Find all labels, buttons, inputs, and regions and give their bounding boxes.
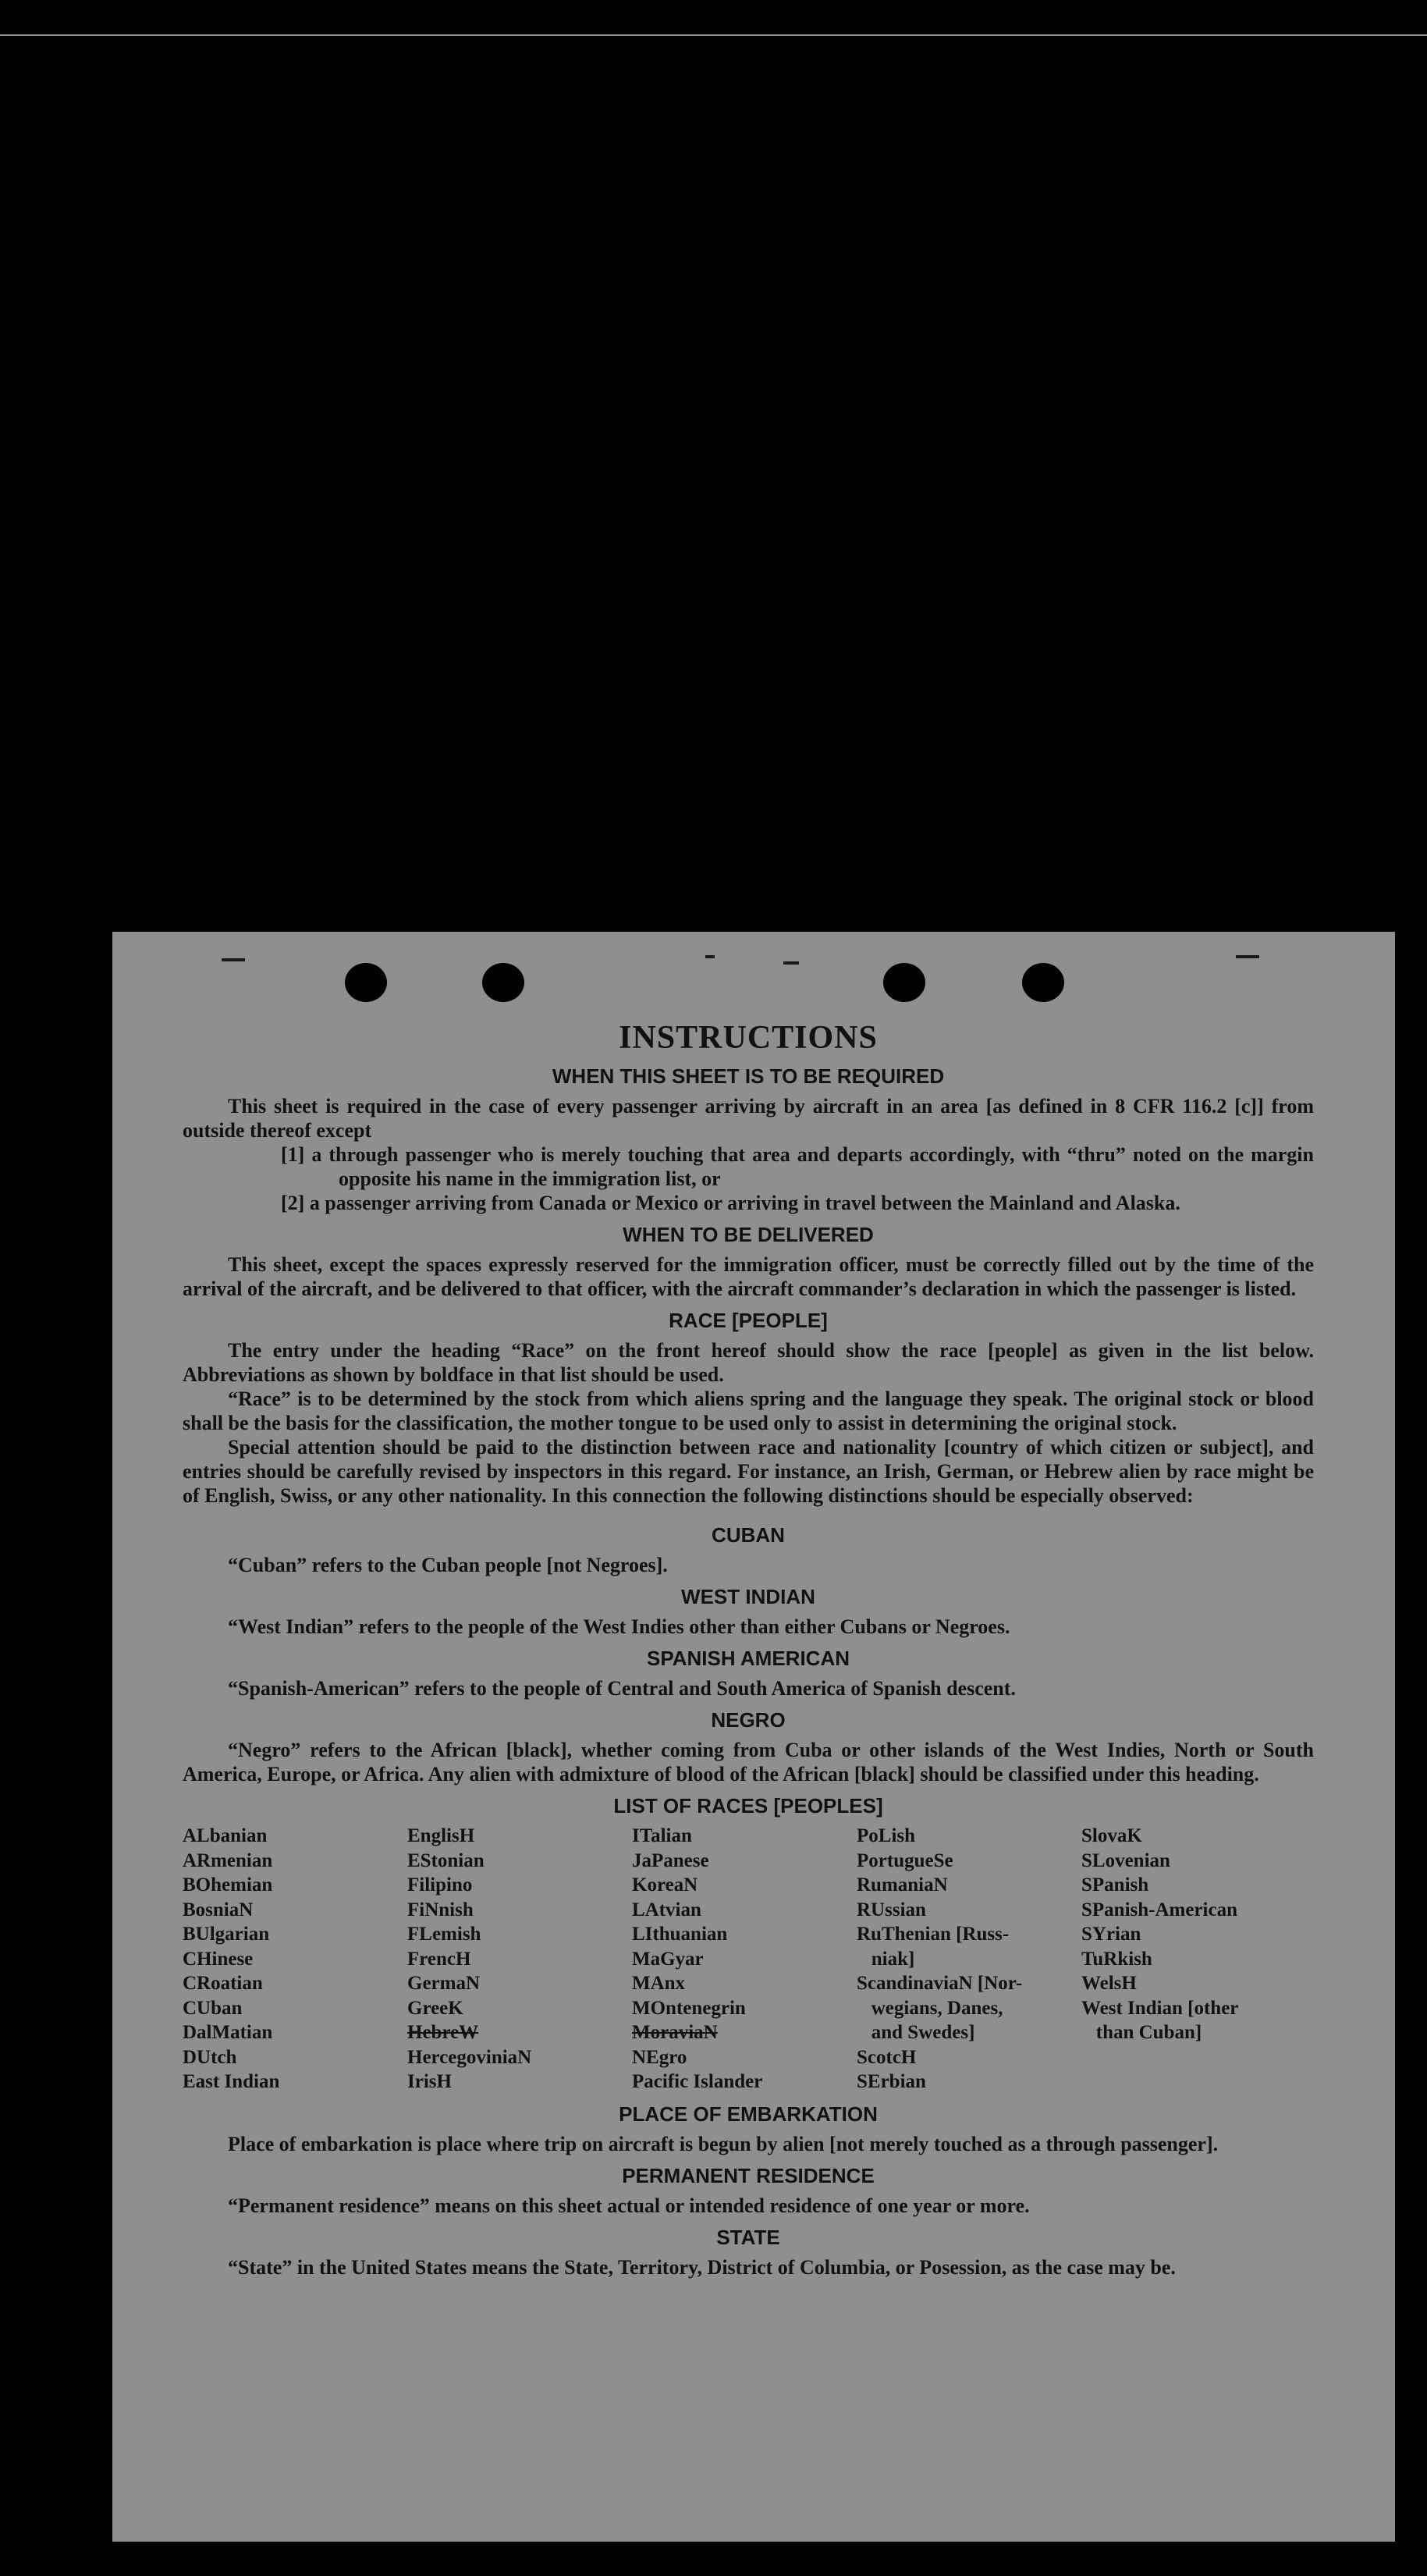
page-title: INSTRUCTIONS	[619, 1020, 878, 1056]
race-entry-struck: HebreW	[407, 2022, 479, 2043]
paper-speck	[705, 955, 715, 958]
race-entry: GreeK	[407, 1997, 463, 2019]
race-entry: Pacific Islander	[632, 2071, 763, 2092]
race-entry: DUtch	[183, 2046, 237, 2068]
paper-speck	[783, 961, 799, 965]
paragraph: “Spanish-American” refers to the people of Central and South America of Spanish descent.	[228, 1677, 1016, 1700]
section-heading: WHEN THIS SHEET IS TO BE REQUIRED	[552, 1064, 945, 1088]
race-entry: RumaniaN	[857, 1874, 948, 1896]
race-entry: SLovenian	[1081, 1849, 1170, 1871]
list-item: [2] a passenger arriving from Canada or Mexico or arriving in travel between the Mainland and Alaska.	[281, 1192, 1180, 1214]
race-entry: MAnx	[632, 1973, 686, 1994]
paragraph: This sheet, except the spaces expressly reserved for the immigration officer, must be correctly filled out by the time of the arrival of the aircraft, and be delivered to that officer, with the aircraft commander’s declaration in which the passenger is listed.	[183, 1253, 1314, 1300]
race-entry: CUban	[183, 1997, 243, 2019]
race-entry: TuRkish	[1081, 1948, 1152, 1970]
punch-hole	[345, 963, 387, 1002]
section-heading: WHEN TO BE DELIVERED	[623, 1223, 874, 1246]
race-entry: CHinese	[183, 1948, 254, 1970]
race-entry: SPanish	[1081, 1874, 1149, 1896]
race-entry: PortugueSe	[857, 1849, 953, 1871]
section-heading: RACE [PEOPLE]	[669, 1309, 828, 1332]
race-entry: EStonian	[407, 1849, 485, 1871]
race-entry: SYrian	[1081, 1924, 1141, 1945]
races-list	[183, 1824, 1314, 2095]
paragraph: “Negro” refers to the African [black], whether coming from Cuba or other islands of the West Indies, North or South America, Europe, or Africa. Any alien with admixture of blood of the African [black] should be classified under this heading.	[183, 1739, 1314, 1785]
section-heading: CUBAN	[712, 1523, 785, 1547]
race-entry: Filipino	[407, 1874, 473, 1896]
race-entry: ALbanian	[183, 1825, 268, 1846]
section-heading: PLACE OF EMBARKATION	[619, 2102, 878, 2126]
races-column	[407, 1824, 632, 2095]
race-entry: SPanish-American	[1081, 1899, 1237, 1920]
race-entry: LAtvian	[632, 1899, 701, 1920]
race-entry: East Indian	[183, 2071, 280, 2092]
section-heading: PERMANENT RESIDENCE	[622, 2163, 875, 2187]
race-entry: ScotcH	[857, 2046, 917, 2068]
race-entry: EnglisH	[407, 1825, 475, 1846]
race-entry: FrencH	[407, 1948, 471, 1970]
instruction-sheet	[112, 932, 1395, 2542]
list-item: [1] a through passenger who is merely touching that area and departs accordingly, with “thru” noted on the margin opposite his name in the immigration list, or	[281, 1143, 1314, 1190]
race-entry: wegians, Danes,	[857, 1997, 1003, 2019]
race-entry: JaPanese	[632, 1849, 709, 1871]
race-entry: and Swedes]	[857, 2022, 975, 2043]
section-heading: NEGRO	[711, 1708, 786, 1732]
races-column	[1081, 1824, 1315, 2095]
race-entry: PoLish	[857, 1825, 916, 1846]
race-entry: HercegoviniaN	[407, 2046, 532, 2068]
race-entry: SlovaK	[1081, 1825, 1142, 1846]
paragraph: The entry under the heading “Race” on the front hereof should show the race [people] as given in the list below. Abbreviations as shown by boldface in that list should be used.	[183, 1339, 1314, 1386]
paragraph: “State” in the United States means the State, Territory, District of Columbia, or Posession, as the case may be.	[228, 2255, 1176, 2279]
race-entry: MaGyar	[632, 1948, 704, 1970]
top-border-line	[0, 34, 1427, 36]
race-entry: NEgro	[632, 2046, 687, 2068]
race-entry: CRoatian	[183, 1973, 263, 1994]
race-entry: IrisH	[407, 2071, 452, 2092]
races-column	[183, 1824, 407, 2095]
race-entry: BosniaN	[183, 1899, 254, 1920]
paragraph: “Cuban” refers to the Cuban people [not Negroes].	[228, 1554, 668, 1576]
paper-speck	[222, 958, 245, 961]
race-entry: KoreaN	[632, 1874, 698, 1896]
section-heading: SPANISH AMERICAN	[646, 1647, 850, 1670]
races-column	[632, 1824, 857, 2095]
race-entry: RuThenian [Russ-	[857, 1924, 1010, 1945]
instructions-content	[183, 1019, 1314, 2279]
race-entry: SErbian	[857, 2071, 926, 2092]
race-entry: ARmenian	[183, 1849, 273, 1871]
race-entry: LIthuanian	[632, 1924, 728, 1945]
punch-hole	[883, 963, 925, 1002]
race-entry: WelsH	[1081, 1973, 1137, 1994]
race-entry: FiNnish	[407, 1899, 474, 1920]
race-entry: FLemish	[407, 1924, 481, 1945]
section-heading: WEST INDIAN	[681, 1585, 815, 1608]
race-entry: MOntenegrin	[632, 1997, 746, 2019]
paragraph: Place of embarkation is place where trip on aircraft is begun by alien [not merely touched as a through passenger].	[228, 2132, 1219, 2155]
paragraph: “West Indian” refers to the people of the West Indies other than either Cubans or Negroes.	[228, 1615, 1010, 1638]
punch-hole	[1022, 963, 1064, 1002]
race-entry: niak]	[857, 1948, 915, 1970]
race-entry: RUssian	[857, 1899, 926, 1920]
race-entry: GermaN	[407, 1973, 481, 1994]
section-heading: LIST OF RACES [PEOPLES]	[613, 1794, 883, 1817]
paper-speck	[1236, 955, 1259, 958]
paragraph: “Permanent residence” means on this sheet actual or intended residence of one year or more.	[228, 2194, 1030, 2217]
race-entry: ITalian	[632, 1825, 692, 1846]
race-entry: West Indian [other	[1081, 1997, 1239, 2019]
race-entry: BUlgarian	[183, 1924, 270, 1945]
section-heading: STATE	[716, 2225, 780, 2249]
race-entry: BOhemian	[183, 1874, 273, 1896]
paragraph: Special attention should be paid to the distinction between race and nationality [country of which citizen or subject], and entries should be carefully revised by inspectors in this regard. For instance, an Irish, German, or Hebrew alien by race might be of English, Swiss, or any other nationality. In this connection the following distinctions should be especially observed:	[183, 1436, 1314, 1507]
race-entry-struck: MoraviaN	[632, 2022, 718, 2043]
paragraph: “Race” is to be determined by the stock from which aliens spring and the language they speak. The original stock or blood shall be the basis for the classification, the mother tongue to be used only to assist in determining the original stock.	[183, 1387, 1314, 1434]
race-entry: than Cuban]	[1081, 2022, 1202, 2043]
races-column	[857, 1824, 1081, 2095]
punch-hole	[482, 963, 524, 1002]
race-entry: ScandinaviaN [Nor-	[857, 1973, 1023, 1994]
race-entry: DalMatian	[183, 2022, 273, 2043]
paragraph: This sheet is required in the case of every passenger arriving by aircraft in an area [as defined in 8 CFR 116.2 [c]] from outside thereof except	[183, 1095, 1314, 1142]
